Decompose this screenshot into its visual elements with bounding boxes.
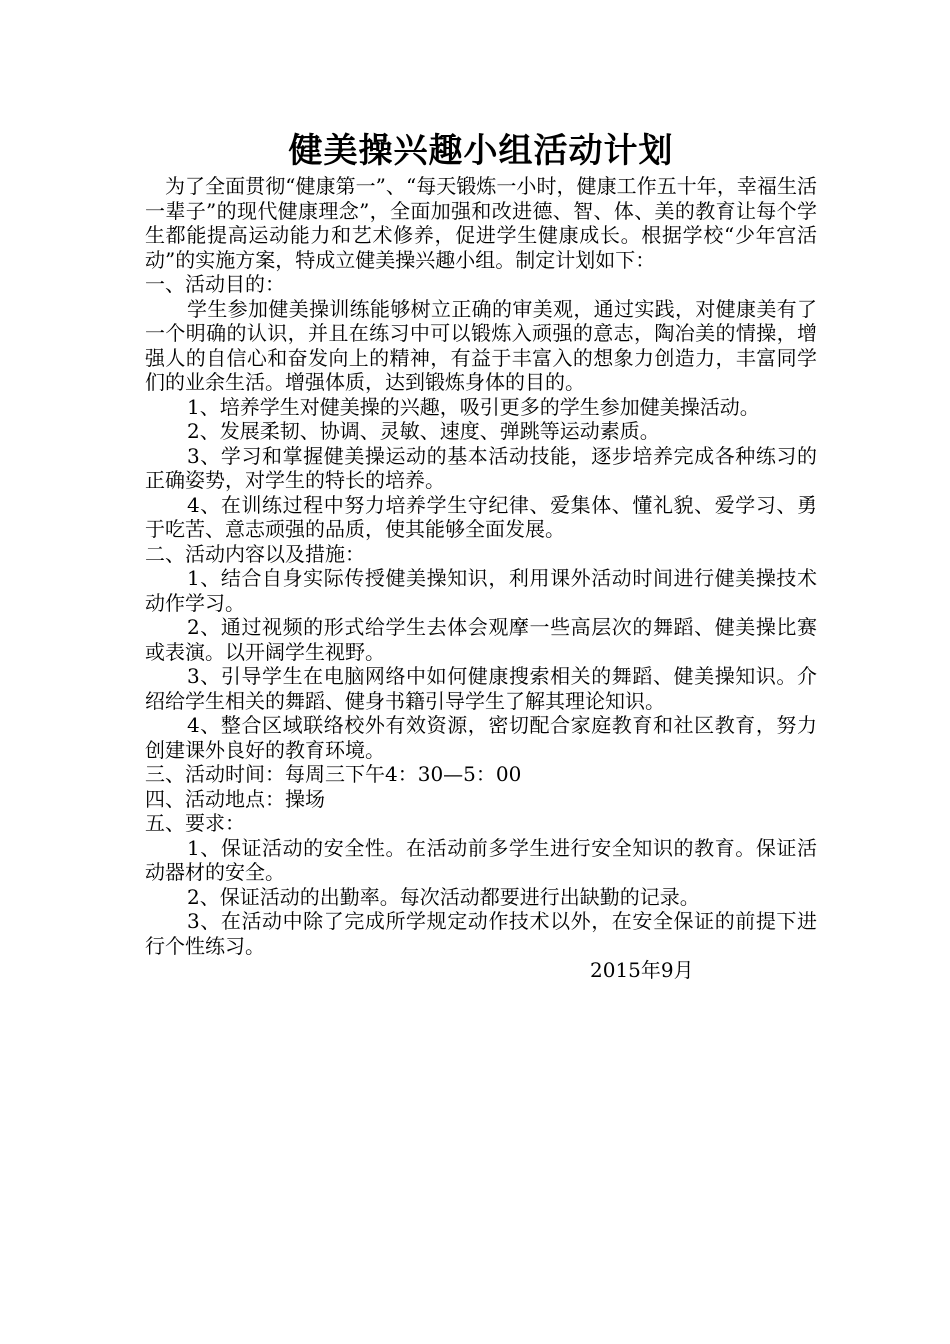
section-1-item-2: 2、发展柔韧、协调、灵敏、速度、弹跳等运动素质。 — [187, 419, 660, 443]
document-date: 2015年9月 — [590, 958, 694, 982]
section-4-activity-location: 四、活动地点：操场 — [145, 786, 325, 811]
intro-paragraph: 为了全面贯彻“健康第一”、“每天锻炼一小时，健康工作五十年，幸福生活一辈子”的现代健康理念”，全面加强和改进德、智、体、美的教育让每个学生都能提高运动能力和艺术修养，促进学生健康成长。根据学校“少年宫活动”的实施方案，特成立健美操兴趣小组。制定计划如下： — [145, 174, 817, 272]
document-page — [145, 128, 817, 983]
section-2-item-1: 1、结合自身实际传授健美操知识，利用课外活动时间进行健美操技术动作学习。 — [145, 566, 817, 615]
section-5-heading: 五、要求： — [145, 811, 245, 835]
section-3-activity-time: 三、活动时间：每周三下午4：30—5：00 — [145, 762, 522, 786]
section-1-item-4: 4、在训练过程中努力培养学生守纪律、爱集体、懂礼貌、爱学习、勇于吃苦、意志顽强的品质，使其能够全面发展。 — [145, 492, 817, 541]
section-1-item-1: 1、培养学生对健美操的兴趣，吸引更多的学生参加健美操活动。 — [187, 394, 760, 419]
section-2-heading: 二、活动内容以及措施： — [145, 541, 365, 566]
section-5-item-3: 3、在活动中除了完成所学规定动作技术以外，在安全保证的前提下进行个性练习。 — [145, 909, 817, 958]
section-1-heading: 一、活动目的： — [145, 272, 285, 296]
section-1-item-3: 3、学习和掌握健美操运动的基本活动技能，逐步培养完成各种练习的正确姿势，对学生的特长的培养。 — [145, 443, 817, 492]
section-2-item-4: 4、整合区域联络校外有效资源，密切配合家庭教育和社区教育，努力创建课外良好的教育环境。 — [145, 713, 817, 762]
section-1-paragraph: 学生参加健美操训练能够树立正确的审美观，通过实践，对健康美有了一个明确的认识，并且在练习中可以锻炼入顽强的意志，陶冶美的情操，增强人的自信心和奋发向上的精神，有益于丰富入的想象力创造力，丰富同学们的业余生活。增强体质，达到锻炼身体的目的。 — [145, 296, 817, 394]
document-title: 健美操兴趣小组活动计划 — [288, 131, 674, 171]
section-2-item-2: 2、通过视频的形式给学生去体会观摩一些高层次的舞蹈、健美操比赛或表演。以开阔学生视野。 — [145, 615, 817, 664]
section-5-item-2: 2、保证活动的出勤率。每次活动都要进行出缺勤的记录。 — [187, 884, 700, 909]
document-body — [145, 174, 817, 958]
section-2-item-3: 3、引导学生在电脑网络中如何健康搜索相关的舞蹈、健美操知识。介绍给学生相关的舞蹈、健身书籍引导学生了解其理论知识。 — [145, 664, 817, 713]
section-5-item-1: 1、保证活动的安全性。在活动前多学生进行安全知识的教育。保证活动器材的安全。 — [145, 835, 817, 884]
